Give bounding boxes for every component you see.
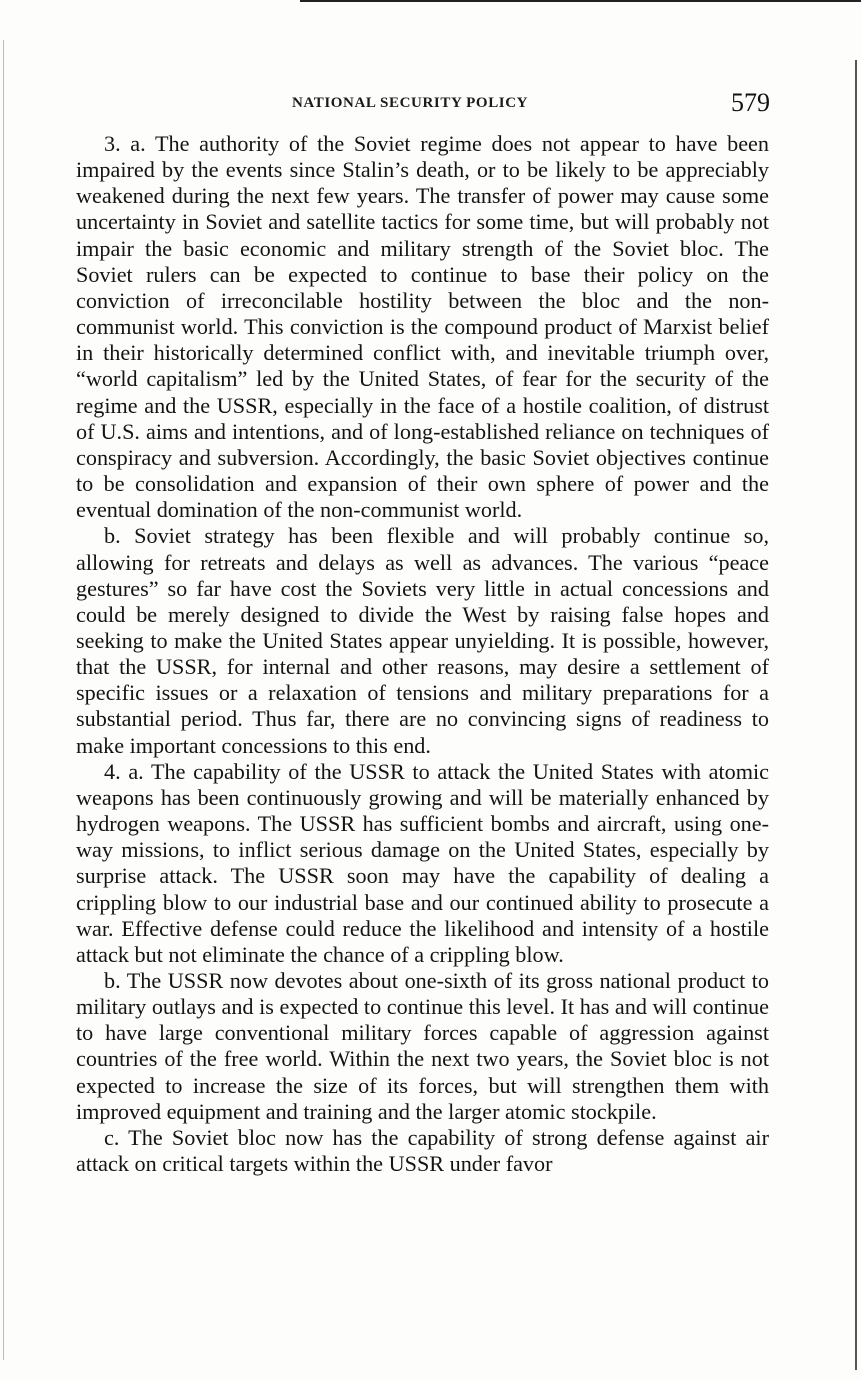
paragraph-4c: c. The Soviet bloc now has the capability of strong defense against air attack on critical targets within the USSR under favor <box>76 1124 769 1177</box>
body-text <box>76 131 769 1177</box>
running-header <box>76 90 772 120</box>
paragraph-3a: 3. a. The authority of the Soviet regime does not appear to have been impaired by the events since Stalin’s death, or to be likely to be appreciably weakened during the next few years. The transfer of power may cause some uncertainty in Soviet and satellite tactics for some time, but will probably not impair the basic economic and military strength of the Soviet bloc. The Soviet rulers can be expected to continue to base their policy on the conviction of irreconcilable hostility between the bloc and the non-communist world. This conviction is the compound product of Marxist belief in their historically determined conflict with, and inevitable triumph over, “world capitalism” led by the United States, of fear for the security of the regime and the USSR, especially in the face of a hostile coalition, of distrust of U.S. aims and intentions, and of long-established reliance on techniques of conspiracy and subversion. Accordingly, the basic Soviet objectives continue to be consolidation and expansion of their own sphere of power and the eventual domination of the non-communist world. <box>76 131 769 523</box>
running-title: NATIONAL SECURITY POLICY <box>292 95 529 111</box>
paragraph-4b: b. The USSR now devotes about one-sixth of its gross national product to military outlays and is expected to continue this level. It has and will continue to have large conventional military forces capable of aggression against countries of the free world. Within the next two years, the Soviet bloc is not expected to increase the size of its forces, but will strengthen them with improved equipment and training and the larger atomic stockpile. <box>76 968 769 1124</box>
page-number: 579 <box>731 88 770 117</box>
top-edge-rule <box>300 0 861 2</box>
paragraph-3b: b. Soviet strategy has been flexible and will probably continue so, allowing for retreats and delays as well as advances. The various “peace gestures” so far have cost the Soviets very little in actual concessions and could be merely designed to divide the West by raising false hopes and seeking to make the United States appear unyielding. It is possible, however, that the USSR, for internal and other reasons, may desire a settlement of specific issues or a relaxation of tensions and military preparations for a substantial period. Thus far, there are no convincing signs of readiness to make important concessions to this end. <box>76 523 769 758</box>
right-page-edge <box>855 60 857 1370</box>
paragraph-4a: 4. a. The capability of the USSR to attack the United States with atomic weapons has been continuously growing and will be materially enhanced by hydrogen weapons. The USSR has sufficient bombs and aircraft, using one-way missions, to inflict serious damage on the United States, especially by surprise attack. The USSR soon may have the capability of dealing a crippling blow to our industrial base and our continued ability to prosecute a war. Effective defense could reduce the likelihood and intensity of a hostile attack but not eliminate the chance of a crippling blow. <box>76 758 769 967</box>
left-page-edge <box>3 40 4 1360</box>
